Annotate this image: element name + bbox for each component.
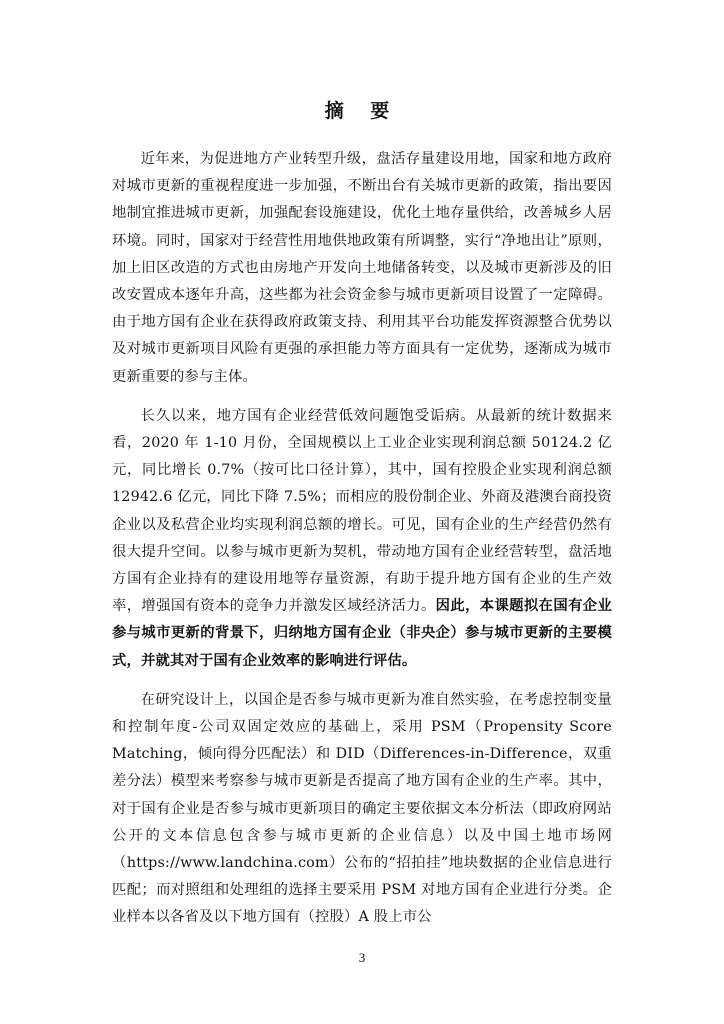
paragraph-3 xyxy=(112,687,612,932)
paragraph-3-text: 在研究设计上，以国企是否参与城市更新为准自然实验，在考虑控制变量和控制年度-公司双固定效应的基础上，采用 PSM（Propensity Score Matching，倾向得分匹配法）和 DID（Differences-in-Difference，双重差分法）模型来考察参与城市更新是否提高了地方国有企业的生产率。其中，对于国有企业是否参与城市更新项目的确定主要依据文本分析法（即政府网站公开的文本信息包含参与城市更新的企业信息）以及中国土地市场网（https://www.landchina.com）公布的“招拍挂”地块数据的企业信息进行匹配；而对照组和处理组的选择主要采用 PSM 对地方国有企业进行分类。企业样本以各省及以下地方国有（控股）A 股上市公 xyxy=(112,691,612,926)
paragraph-2-text: 长久以来，地方国有企业经营低效问题饱受诟病。从最新的统计数据来看，2020 年 1-10 月份，全国规模以上工业企业实现利润总额 50124.2 亿元，同比增长 0.7%（按可比口径计算），其中，国有控股企业实现利润总额 12942.6 亿元，同比下降 7.5%；而相应的股份制企业、外商及港澳台商投资企业以及私营企业均实现利润总额的增长。可见，国有企业的生产经营仍然有很大提升空间。以参与城市更新为契机，带动地方国有企业经营转型，盘活地方国有企业持有的建设用地等存量资源，有助于提升地方国有企业的生产效率，增强国有资本的竞争力并激发区域经济活力。 xyxy=(112,407,612,615)
page-number: 3 xyxy=(358,950,366,965)
document-body xyxy=(112,146,612,944)
paragraph-1-text: 近年来，为促进地方产业转型升级，盘活存量建设用地，国家和地方政府对城市更新的重视程度进一步加强，不断出台有关城市更新的政策，指出要因地制宜推进城市更新，加强配套设施建设，优化土地存量供给，改善城乡人居环境。同时，国家对于经营性用地供地政策有所调整，实行“净地出让”原则，加上旧区改造的方式也由房地产开发向土地储备转变，以及城市更新涉及的旧改安置成本逐年升高，这些都为社会资金参与城市更新项目设置了一定障碍。由于地方国有企业在获得政府政策支持、利用其平台功能发挥资源整合优势以及对城市更新项目风险有更强的承担能力等方面具有一定优势，逐渐成为城市更新重要的参与主体。 xyxy=(112,151,612,385)
paragraph-2 xyxy=(112,403,612,675)
page-title: 摘 要 xyxy=(324,100,400,122)
paragraph-1 xyxy=(112,146,612,391)
paragraph-2-bold-text: 因此，本课题拟在国有企业参与城市更新的背景下，归纳地方国有企业（非央企）参与城市更新的主要模式，并就其对于国有企业效率的影响进行评估。 xyxy=(112,598,612,669)
